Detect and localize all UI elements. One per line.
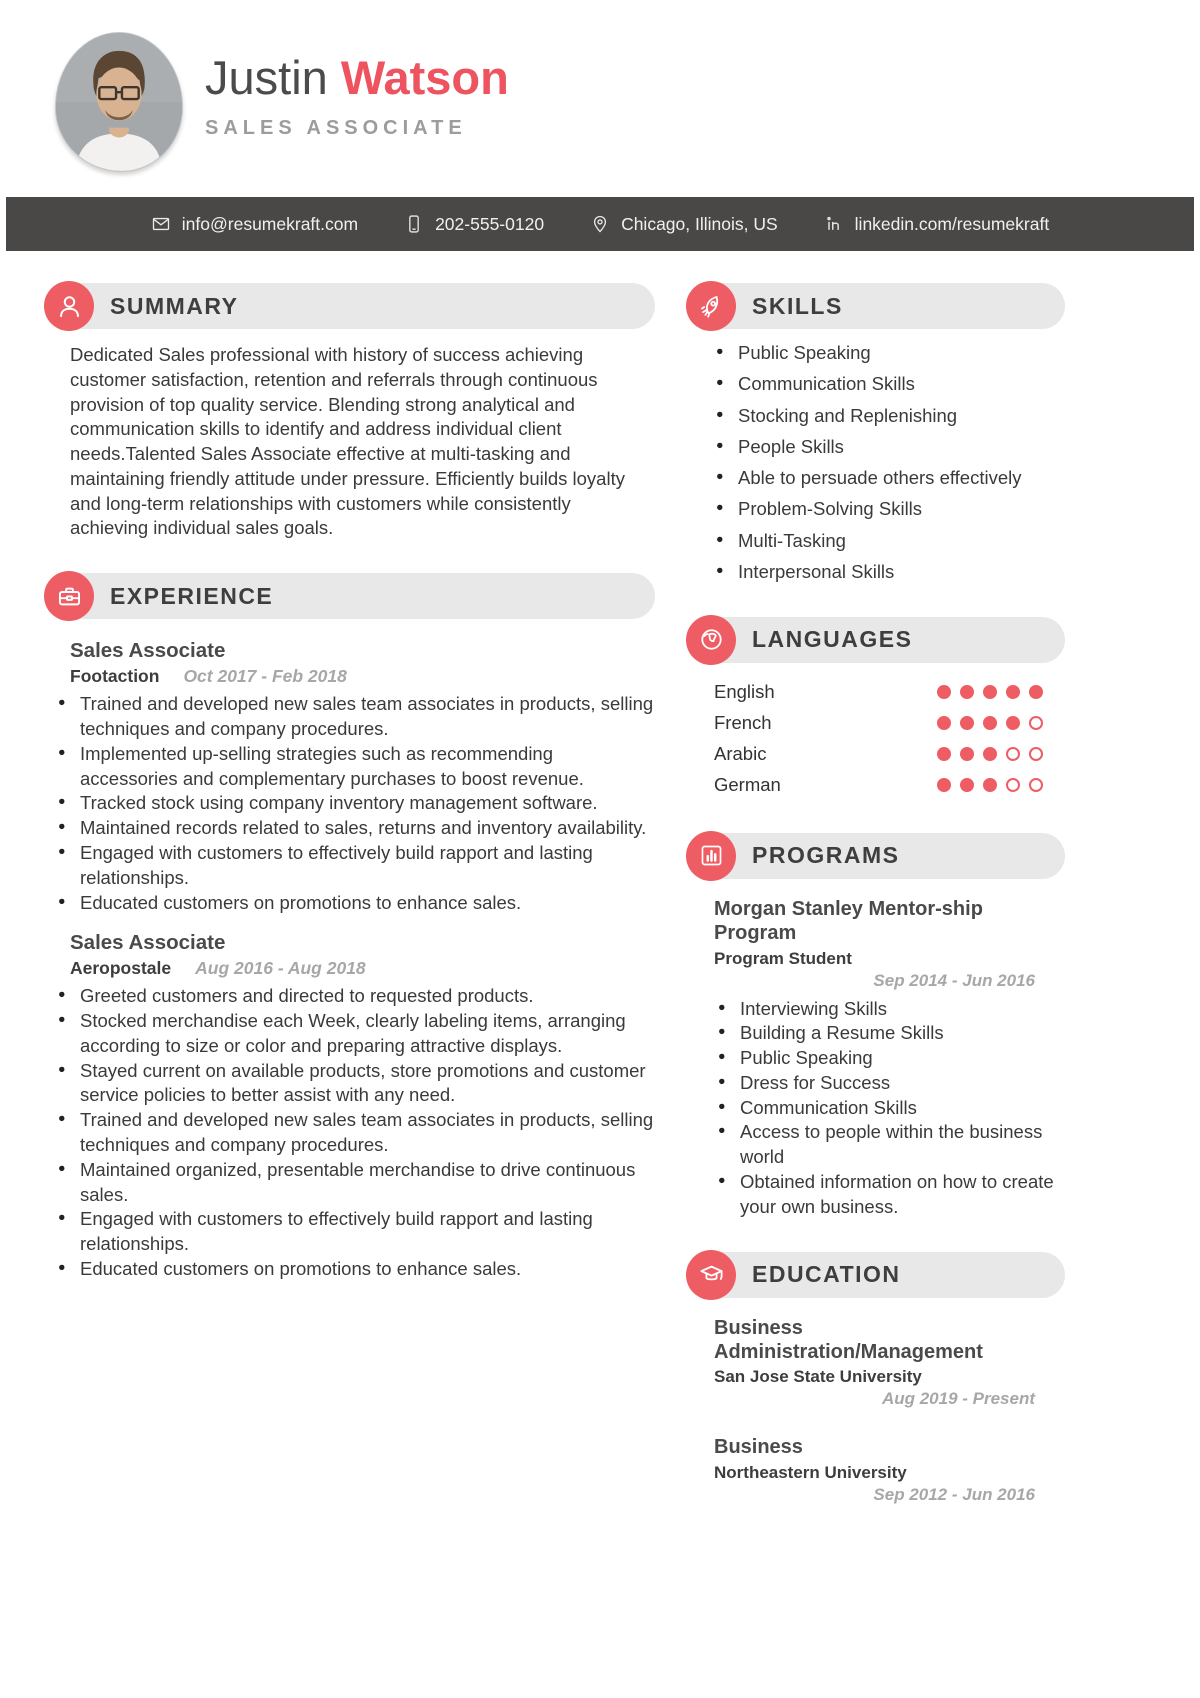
level-dot-empty xyxy=(1006,747,1020,761)
phone-icon xyxy=(404,214,424,234)
level-dot-filled xyxy=(960,685,974,699)
summary-heading: SUMMARY xyxy=(110,292,239,319)
contact-bar xyxy=(6,197,1194,251)
summary-text: Dedicated Sales professional with history of success achieving customer satisfaction, retention and referrals through continuous provision of top quality service. Blending strong analytical and communication skills to identify and address individual client needs.Talented Sales Associate effective at multi-tasking and maintaining friendly attitude under pressure. Efficiently builds loyalty and long-term relationships with customers while consistently achieving individual sales goals. xyxy=(70,344,625,539)
level-dot-filled xyxy=(937,716,951,730)
language-name: English xyxy=(714,681,775,703)
language-name: French xyxy=(714,712,772,734)
contact-linkedin xyxy=(824,214,1050,235)
level-dot-filled xyxy=(983,716,997,730)
right-column xyxy=(690,283,1065,1505)
education-section-header xyxy=(690,1252,1065,1298)
program-dates: Sep 2014 - Jun 2016 xyxy=(873,970,1035,990)
education-school: San Jose State University xyxy=(714,1367,922,1387)
level-dot-empty xyxy=(1029,747,1043,761)
last-name: Watson xyxy=(340,51,509,104)
candidate-job-title: SALES ASSOCIATE xyxy=(205,117,467,139)
language-level-dots xyxy=(937,685,1043,699)
language-row xyxy=(690,739,1065,770)
job-dates: Oct 2017 - Feb 2018 xyxy=(183,666,347,687)
linkedin-icon xyxy=(824,214,844,234)
languages-heading: LANGUAGES xyxy=(752,626,913,653)
program-bullet: ● Obtained information on how to create your own business. xyxy=(692,1170,1065,1220)
language-name: Arabic xyxy=(714,743,767,765)
job-entry xyxy=(48,931,655,1281)
program-bullet: ● Access to people within the business world xyxy=(692,1120,1065,1170)
skills-heading: SKILLS xyxy=(752,292,843,319)
language-row xyxy=(690,677,1065,708)
language-level-dots xyxy=(937,716,1043,730)
level-dot-empty xyxy=(1006,778,1020,792)
program-bullet-list xyxy=(692,997,1065,1220)
programs-section-header xyxy=(690,833,1065,879)
name-block xyxy=(205,50,509,140)
level-dot-filled xyxy=(1006,685,1020,699)
job-bullet: ● Stocked merchandise each Week, clearly labeling items, arranging according to size or color and preparing attractive displays. xyxy=(54,1009,655,1059)
level-dot-filled xyxy=(960,747,974,761)
languages-table xyxy=(690,677,1065,801)
education-entry xyxy=(690,1435,1065,1504)
language-row xyxy=(690,708,1065,739)
job-entry xyxy=(48,639,655,915)
job-title: Sales Associate xyxy=(70,931,226,955)
resume-body xyxy=(0,251,1200,1505)
level-dot-filled xyxy=(937,747,951,761)
job-bullet: ● Engaged with customers to effectively build rapport and lasting relationships. xyxy=(54,1207,655,1257)
skills-section-header xyxy=(690,283,1065,329)
summary-section-header xyxy=(48,283,655,329)
skill-item: ● People Skills xyxy=(690,435,1065,460)
languages-section-header xyxy=(690,617,1065,663)
level-dot-filled xyxy=(983,685,997,699)
skill-item: ● Public Speaking xyxy=(690,341,1065,366)
language-level-dots xyxy=(937,778,1043,792)
contact-phone xyxy=(404,214,544,235)
briefcase-icon xyxy=(44,571,94,621)
job-bullet: ● Educated customers on promotions to enhance sales. xyxy=(54,1257,655,1282)
program-bullet: ● Communication Skills xyxy=(692,1096,1065,1121)
envelope-icon xyxy=(151,214,171,234)
skill-item: ● Stocking and Replenishing xyxy=(690,404,1065,429)
level-dot-empty xyxy=(1029,716,1043,730)
skill-item: ● Able to persuade others effectively xyxy=(690,466,1065,491)
bar-chart-icon xyxy=(686,831,736,881)
graduation-cap-icon xyxy=(686,1250,736,1300)
job-bullet: ● Maintained records related to sales, returns and inventory availability. xyxy=(54,816,655,841)
first-name: Justin xyxy=(205,51,328,104)
globe-icon xyxy=(686,615,736,665)
job-dates: Aug 2016 - Aug 2018 xyxy=(195,958,366,979)
education-degree: Business xyxy=(714,1436,803,1459)
programs-heading: PROGRAMS xyxy=(752,842,900,869)
program-bullet: ● Building a Resume Skills xyxy=(692,1021,1065,1046)
resume-header xyxy=(0,0,1200,197)
level-dot-filled xyxy=(1029,685,1043,699)
language-name: German xyxy=(714,774,781,796)
program-entry xyxy=(690,897,1065,1220)
education-school: Northeastern University xyxy=(714,1462,907,1482)
job-bullet: ● Greeted customers and directed to requested products. xyxy=(54,984,655,1009)
job-meta xyxy=(70,666,655,687)
program-bullet: ● Public Speaking xyxy=(692,1046,1065,1071)
job-meta xyxy=(70,958,655,979)
left-column xyxy=(48,283,655,1505)
level-dot-empty xyxy=(1029,778,1043,792)
level-dot-filled xyxy=(960,778,974,792)
contact-location xyxy=(590,214,778,235)
job-company: Footaction xyxy=(70,666,160,687)
program-bullet: ● Dress for Success xyxy=(692,1071,1065,1096)
job-bullet: ● Engaged with customers to effectively build rapport and lasting relationships. xyxy=(54,841,655,891)
person-icon xyxy=(44,281,94,331)
contact-phone-text: 202-555-0120 xyxy=(435,213,545,234)
job-bullet-list xyxy=(54,692,655,915)
job-bullet: ● Implemented up-selling strategies such as recommending accessories and complementary purchases to boost revenue. xyxy=(54,742,655,792)
job-bullet: ● Stayed current on available products, store promotions and customer service policies to better assist with any need. xyxy=(54,1059,655,1109)
education-entry xyxy=(690,1316,1065,1410)
skill-item: ● Multi-Tasking xyxy=(690,529,1065,554)
education-heading: EDUCATION xyxy=(752,1261,901,1288)
job-bullet: ● Trained and developed new sales team associates in products, selling techniques and company procedures. xyxy=(54,692,655,742)
language-row xyxy=(690,770,1065,801)
job-bullet-list xyxy=(54,984,655,1281)
program-role: Program Student xyxy=(714,948,852,968)
profile-photo-illustration xyxy=(56,33,182,171)
skill-item: ● Communication Skills xyxy=(690,372,1065,397)
skills-list xyxy=(690,341,1065,585)
education-dates: Aug 2019 - Present xyxy=(881,1389,1035,1409)
map-pin-icon xyxy=(590,214,610,234)
job-company: Aeropostale xyxy=(70,958,172,979)
rocket-icon xyxy=(686,281,736,331)
level-dot-filled xyxy=(983,778,997,792)
contact-linkedin-text: linkedin.com/resumekraft xyxy=(854,213,1050,234)
experience-heading: EXPERIENCE xyxy=(110,582,274,609)
level-dot-filled xyxy=(960,716,974,730)
job-bullet: ● Tracked stock using company inventory management software. xyxy=(54,791,655,816)
profile-photo xyxy=(55,32,183,172)
level-dot-filled xyxy=(937,778,951,792)
program-bullet: ● Interviewing Skills xyxy=(692,997,1065,1022)
contact-email xyxy=(151,214,358,235)
skill-item: ● Interpersonal Skills xyxy=(690,560,1065,585)
skill-item: ● Problem-Solving Skills xyxy=(690,497,1065,522)
level-dot-filled xyxy=(937,685,951,699)
experience-section-header xyxy=(48,573,655,619)
education-dates: Sep 2012 - Jun 2016 xyxy=(873,1484,1035,1504)
education-degree: Business Administration/Management xyxy=(714,1316,983,1363)
job-bullet: ● Trained and developed new sales team associates in products, selling techniques and company procedures. xyxy=(54,1108,655,1158)
program-title: Morgan Stanley Mentor-ship Program xyxy=(714,897,983,945)
candidate-name xyxy=(205,50,509,105)
level-dot-filled xyxy=(983,747,997,761)
level-dot-filled xyxy=(1006,716,1020,730)
job-title: Sales Associate xyxy=(70,639,226,663)
language-level-dots xyxy=(937,747,1043,761)
contact-email-text: info@resumekraft.com xyxy=(181,213,359,234)
job-bullet: ● Maintained organized, presentable merchandise to drive continuous sales. xyxy=(54,1158,655,1208)
contact-location-text: Chicago, Illinois, US xyxy=(621,213,778,234)
job-bullet: ● Educated customers on promotions to enhance sales. xyxy=(54,891,655,916)
